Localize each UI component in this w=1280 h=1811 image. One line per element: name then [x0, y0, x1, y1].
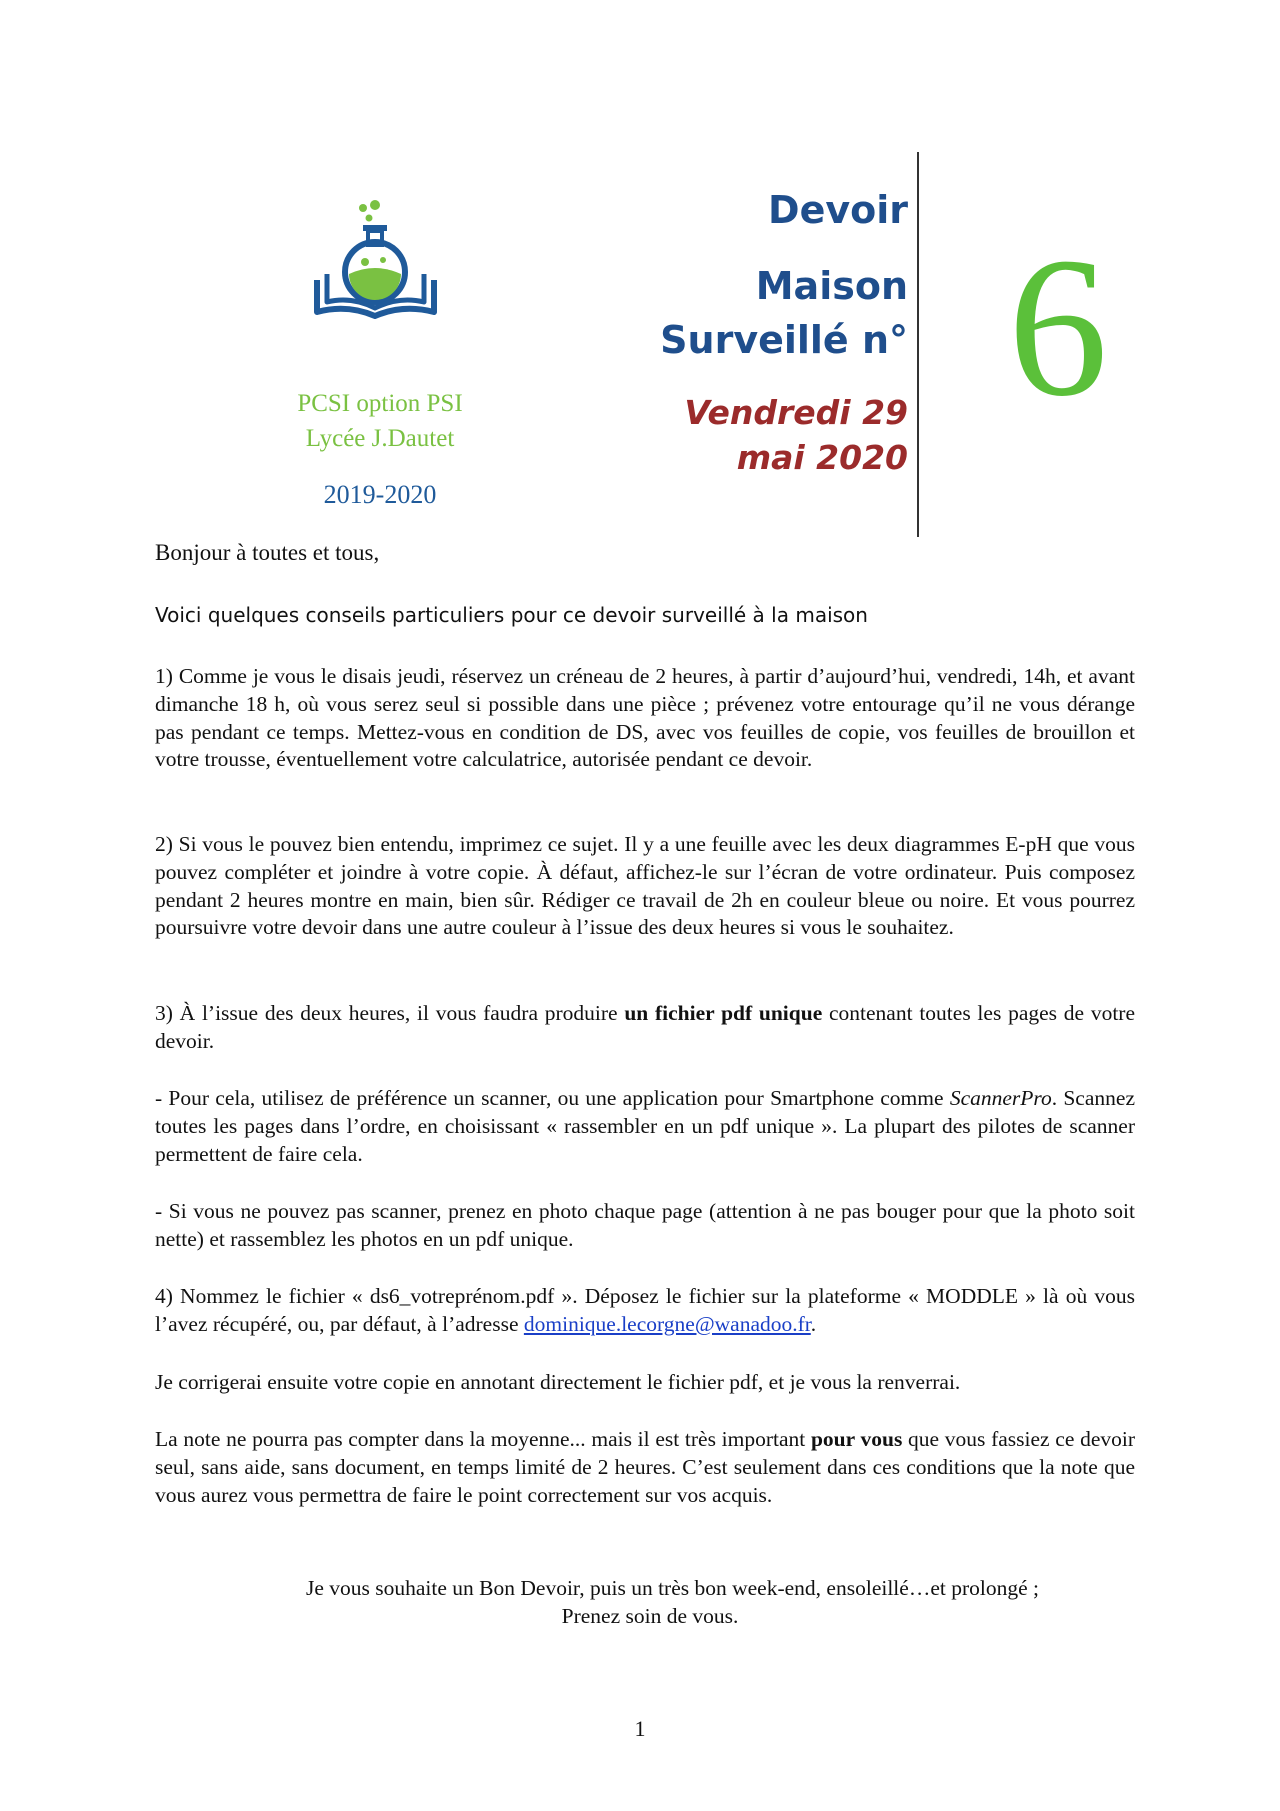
paragraph-4-italic: ScannerPro	[949, 1086, 1052, 1110]
closing-line-2: Prenez soin de vous.	[561, 1604, 739, 1628]
title-line-maison: Maison	[755, 264, 908, 308]
paragraph-3-end: contenant toutes les pages de votre devoir.	[155, 1001, 1135, 1053]
title-line-devoir: Devoir	[768, 188, 908, 232]
paragraph-4-end: . Scannez toutes les pages dans l’ordre, en choisissant « rassembler en un pdf unique ». La plupart des pilotes de scanner permettent de faire cela.	[155, 1086, 1135, 1166]
header-divider	[917, 152, 919, 537]
closing-line-1: Je vous souhaite un Bon Devoir, puis un très bon week-end, ensoleillé…et prolongé ;	[306, 1576, 1039, 1600]
school-logo-flask-book-icon	[313, 200, 438, 322]
paragraph-8-bold: pour vous	[810, 1427, 903, 1451]
paragraph-3-bold: un fichier pdf unique	[624, 1001, 823, 1025]
school-class-label: PCSI option PSI	[297, 390, 463, 417]
greeting: Bonjour à toutes et tous,	[155, 540, 380, 565]
assignment-number: 6	[1008, 217, 1108, 438]
school-name-label: Lycée J.Dautet	[305, 425, 455, 452]
paragraph-8-start: La note ne pourra pas compter dans la moyenne... mais il est très important	[155, 1427, 811, 1451]
intro-line: Voici quelques conseils particuliers pour ce devoir surveillé à la maison	[155, 603, 868, 627]
paragraph-5: - Si vous ne pouvez pas scanner, prenez en photo chaque page (attention à ne pas bouger pour que la photo soit nette) et rassemblez les photos en un pdf unique.	[155, 1199, 1135, 1251]
email-link[interactable]: dominique.lecorgne@wanadoo.fr	[523, 1311, 811, 1336]
page-number: 1	[634, 1716, 646, 1741]
paragraph-1: 1) Comme je vous le disais jeudi, réservez un créneau de 2 heures, à partir d’aujourd’hui, vendredi, 14h, et avant dimanche 18 h, où vous serez seul si possible dans une pièce ; prévenez votre entourage qu’il ne vous dérange pas pendant ce temps. Mettez-vous en condition de DS, avec vos feuilles de copie, vos feuilles de brouillon et votre trousse, éventuellement votre calculatrice, autorisée pendant ce devoir.	[155, 664, 1135, 772]
paragraph-8-end: que vous fassiez ce devoir seul, sans aide, sans document, en temps limité de 2 heures. C’est seulement dans ces conditions que la note que vous aurez vous permettra de faire le point correctement sur vos acquis.	[155, 1427, 1136, 1507]
paragraph-4	[155, 1085, 1135, 1168]
date-line-month: mai 2020	[736, 438, 908, 477]
paragraph-6	[155, 1283, 1135, 1339]
paragraph-6-end: .	[810, 1311, 817, 1336]
paragraph-7: Je corrigerai ensuite votre copie en annotant directement le fichier pdf, et je vous la renverrai.	[155, 1370, 961, 1394]
paragraph-8	[155, 1426, 1135, 1509]
paragraph-3-start: 3) À l’issue des deux heures, il vous faudra produire	[155, 1001, 625, 1025]
title-line-surveille: Surveillé n°	[660, 318, 908, 362]
date-line-day: Vendredi 29	[684, 393, 908, 432]
paragraph-4-start: - Pour cela, utilisez de préférence un scanner, ou une application pour Smartphone comme	[155, 1086, 950, 1110]
paragraph-2: 2) Si vous le pouvez bien entendu, imprimez ce sujet. Il y a une feuille avec les deux diagrammes E-pH que vous pouvez compléter et joindre à votre copie. À défaut, affichez-le sur l’écran de votre ordinateur. Puis composez pendant 2 heures montre en main, bien sûr. Rédiger ce travail de 2h en couleur bleue ou noire. Et vous pourrez poursuivre votre devoir dans une autre couleur à l’issue des deux heures si vous le souhaitez.	[155, 832, 1135, 940]
paragraph-6-start: 4) Nommez le fichier « ds6_votreprénom.pdf ». Déposez le fichier sur la plateforme « MODDLE » là où vous l’avez récupéré, ou, par défaut, à l’adresse	[155, 1284, 1135, 1336]
paragraph-3	[155, 1000, 1135, 1056]
school-year-label: 2019-2020	[323, 480, 437, 509]
